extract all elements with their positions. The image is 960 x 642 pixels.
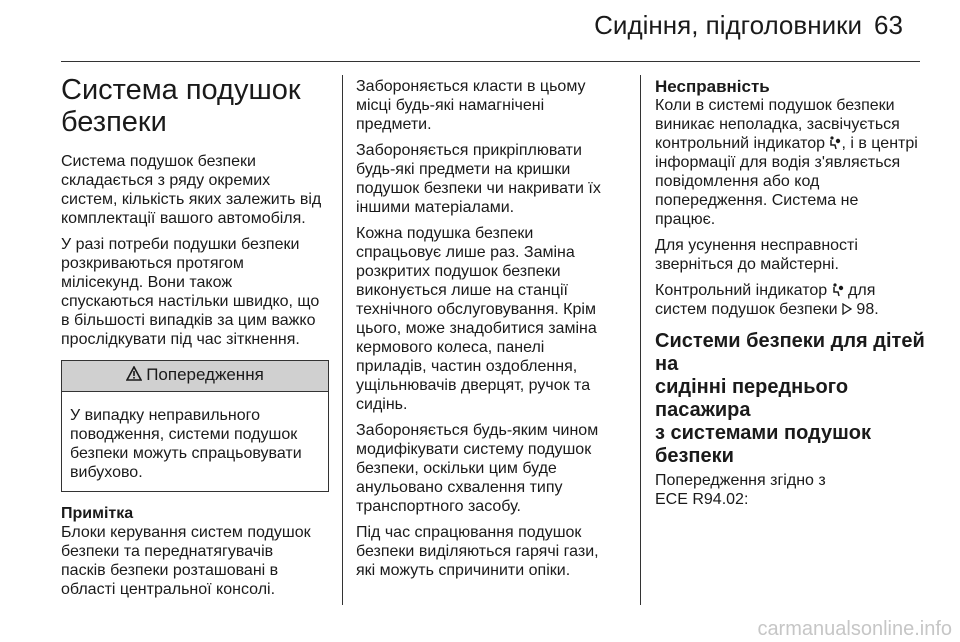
seat-airbag-icon [829,134,841,153]
note-title: Примітка [61,505,134,522]
section-heading-airbag-system: Система подушок безпеки [61,74,301,138]
child-restraint-text: Попередження згідно з ECE R94.02: [655,472,826,508]
text-span: Контрольний індикатор [655,282,832,299]
paragraph: Забороняється прикріплювати будь-які предмети на кришки подушок безпеки чи накривати їх іншими матеріалами. [356,142,601,216]
paragraph: Під час спрацювання подушок безпеки виділяються гарячі гази, які можуть спричинити опіки. [356,524,599,579]
running-header-title: Сидіння, підголовники [594,10,862,40]
fault-heading: Несправність [655,77,770,96]
paragraph: Кожна подушка безпеки спрацьовує лише раз. Заміна розкритих подушок безпеки виконується лише на станції технічного обслуговування. Крім цього, може знадобитися заміна кермового колеса, панелі приладів, частин оздоблення, ущільнювачів дверцят, ручок та сидінь. [356,225,597,413]
fault-paragraph: Для усунення несправності зверніться до майстерні. [655,237,858,273]
seat-airbag-icon [832,281,844,300]
text-span: , і в центрі інформації для водія з'являється повідомлення або код попередження. Система не працює. [655,135,918,228]
text-span: для систем подушок безпеки [655,282,876,318]
warning-box [61,360,329,492]
text-span: 98. [851,301,879,318]
column-2 [356,77,626,587]
page-reference-icon [842,300,852,319]
fault-paragraph [655,281,927,319]
child-restraint-heading: Системи безпеки для дітей на сидінні переднього пасажира з системами подушок безпеки [655,330,925,467]
fault-paragraph [655,96,927,229]
warning-title: Попередження [146,365,264,384]
paragraph: Забороняється класти в цьому місці будь-які намагнічені предмети. [356,78,586,133]
note-text: Блоки керування систем подушок безпеки та переднатягувачів пасків безпеки розташовані в області центральної консолі. [61,524,311,598]
paragraph: У разі потреби подушки безпеки розкриваються протягом мілісекунд. Вони також спускаються настільки швидко, що в більшості випадків за цим важко прослідкувати під час зіткнення. [61,236,320,348]
column-1 [61,72,329,606]
warning-icon [126,365,142,387]
paragraph: Система подушок безпеки складається з ряду окремих систем, кількість яких залежить від комплектації вашого автомобіля. [61,153,322,227]
warning-text: У випадку неправильного поводження, системи подушок безпеки можуть спрацьовувати вибухово. [70,407,302,481]
paragraph: Забороняється будь-яким чином модифікувати систему подушок безпеки, оскільки цим буде анульовано схвалення типу транспортного засобу. [356,422,599,515]
column-divider-1 [342,75,343,605]
header-divider [61,61,920,62]
column-divider-2 [640,75,641,605]
column-3 [655,77,927,516]
warning-header [62,361,328,392]
page-number: 63 [874,10,903,40]
text-span: Коли в системі подушок безпеки виникає неполадка, засвічується контрольний індикатор [655,97,900,152]
watermark: carmanualsonline.info [757,618,952,640]
